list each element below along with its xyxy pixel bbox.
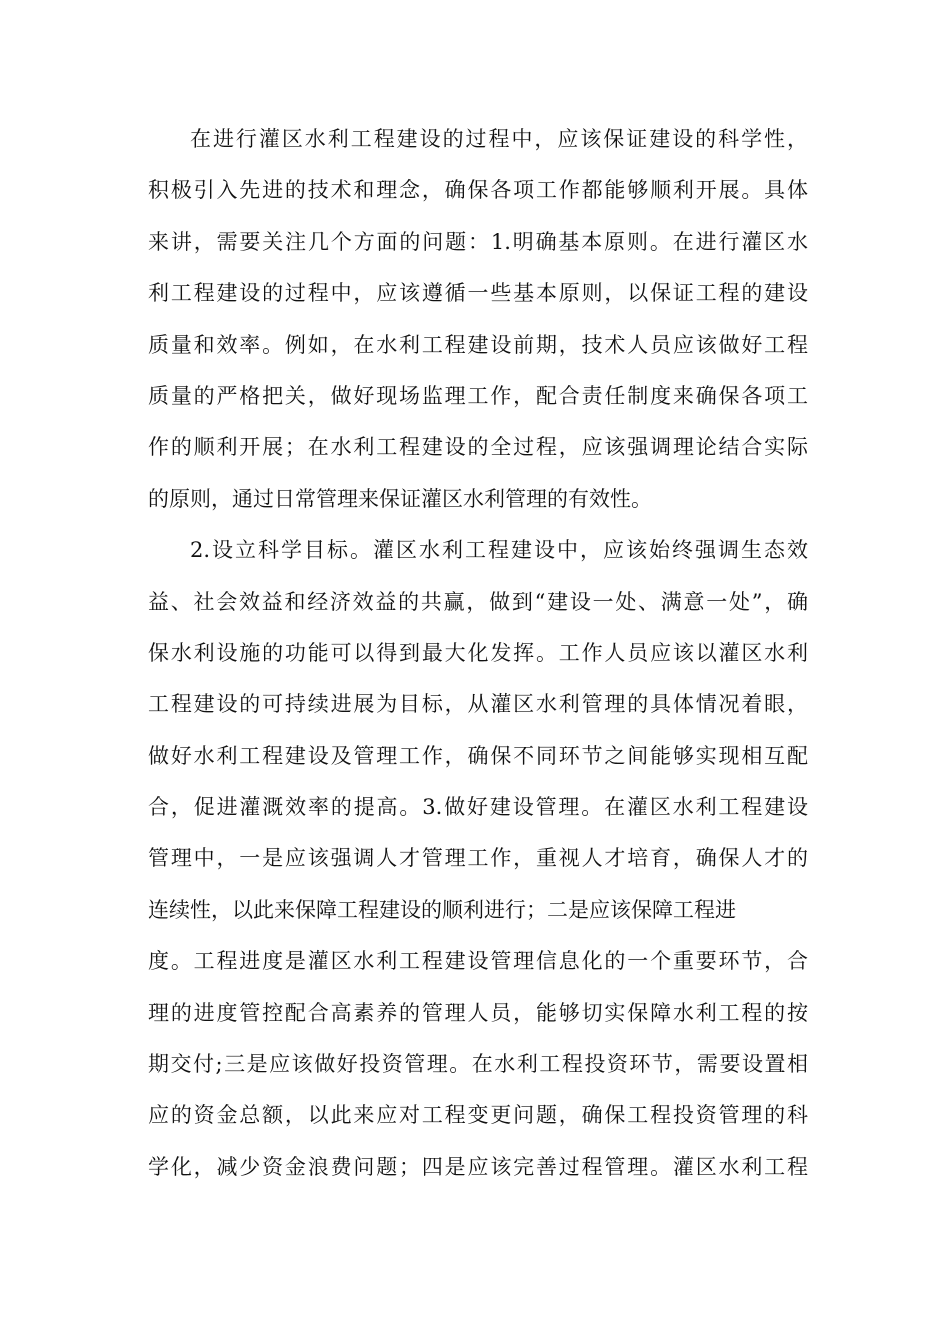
paragraph-line: 保水利设施的功能可以得到最大化发挥。工作人员应该以灌区水利 — [148, 640, 808, 665]
paragraph-line: 度。工程进度是灌区水利工程建设管理信息化的一个重要环节，合 — [148, 949, 808, 974]
paragraph-line: 应的资金总额，以此来应对工程变更问题，确保工程投资管理的科 — [148, 1103, 808, 1128]
paragraph-line: 连续性，以此来保障工程建设的顺利进行；二是应该保障工程进 — [148, 897, 736, 922]
paragraph-line: 利工程建设的过程中，应该遵循一些基本原则，以保证工程的建设 — [148, 281, 808, 306]
paragraph-line: 质量和效率。例如，在水利工程建设前期，技术人员应该做好工程 — [148, 332, 808, 357]
paragraph-line: 学化，减少资金浪费问题；四是应该完善过程管理。灌区水利工程 — [148, 1154, 808, 1179]
document-body — [148, 114, 808, 1193]
paragraph-line: 工程建设的可持续进展为目标，从灌区水利管理的具体情况着眼， — [148, 692, 808, 717]
paragraph-2 — [148, 525, 808, 1193]
paragraph-line: 的原则，通过日常管理来保证灌区水利管理的有效性。 — [148, 486, 652, 511]
paragraph-line: 在进行灌区水利工程建设的过程中，应该保证建设的科学性， — [190, 127, 808, 151]
paragraph-line: 理的进度管控配合高素养的管理人员，能够切实保障水利工程的按 — [148, 1000, 808, 1025]
paragraph-line: 合，促进灌溉效率的提高。3.做好建设管理。在灌区水利工程建设 — [148, 795, 808, 820]
paragraph-line: 质量的严格把关，做好现场监理工作，配合责任制度来确保各项工 — [148, 383, 808, 408]
paragraph-line: 2.设立科学目标。灌区水利工程建设中，应该始终强调生态效 — [190, 538, 808, 563]
paragraph-line: 做好水利工程建设及管理工作，确保不同环节之间能够实现相互配 — [148, 743, 808, 768]
paragraph-line: 期交付;三是应该做好投资管理。在水利工程投资环节，需要设置相 — [148, 1052, 808, 1077]
paragraph-line: 益、社会效益和经济效益的共赢，做到“建设一处、满意一处”，确 — [148, 589, 808, 614]
paragraph-line: 管理中，一是应该强调人才管理工作，重视人才培育，确保人才的 — [148, 846, 808, 871]
paragraph-1 — [148, 114, 808, 525]
paragraph-line: 作的顺利开展；在水利工程建设的全过程，应该强调理论结合实际 — [148, 435, 808, 460]
paragraph-line: 来讲，需要关注几个方面的问题：1.明确基本原则。在进行灌区水 — [148, 229, 808, 254]
paragraph-line: 积极引入先进的技术和理念，确保各项工作都能够顺利开展。具体 — [148, 178, 808, 203]
